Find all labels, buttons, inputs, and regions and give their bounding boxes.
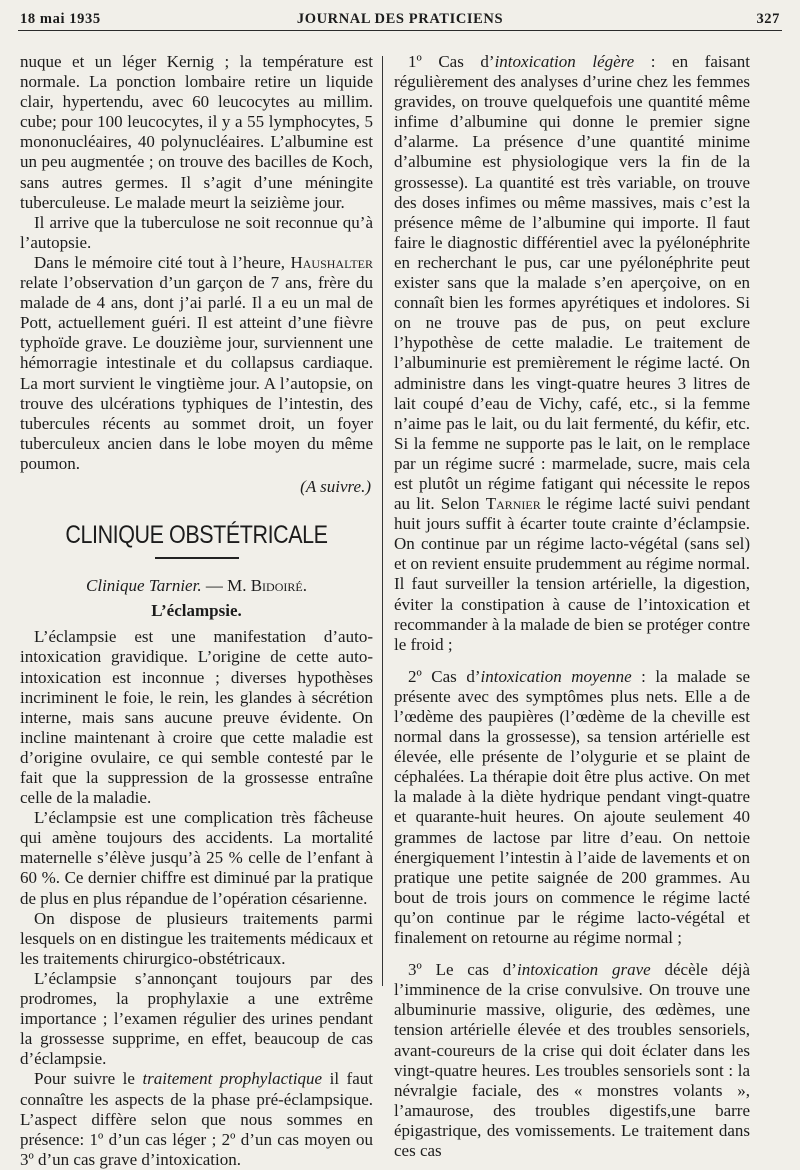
- paragraph: 3º Le cas d’intoxication grave décèle déjà l’imminence de la crise convulsive. On trouve une albuminurie massive, oligurie, des œdèmes, une tension artérielle élevée et des troubles sensoriels, avant-coureurs de la crise qui doit éclater dans les vingt-quatre heures. Les troubles sensoriels sont : la névralgie faciale, des « monstres volants », l’amaurose, des troubles digestifs,une barre épigastrique, des vomissements. Le traitement dans ces cas: [394, 960, 750, 1160]
- paragraph: 1º Cas d’intoxication légère : en faisant régulièrement des analyses d’urine chez les femmes gravides, on trouve quelquefois une quantité même infime d’albumine qui donne le premier signe d’alarme. La présence d’une quantité minime d’albumine est physiologique vers la fin de la grossesse). La quantité est très variable, on trouve des doses infimes ou même massives, mais c’est la présence même de l’albumine qui importe. Il faut faire le diagnostic différentiel avec la pyélonéphrite en recherchant le pus, car une pyélonéphrite peut exister sans que la malade s’en aperçoive, on en connaît bien les formes apyrétiques et indolores. Si on ne trouve pas de pus, on peut exclure l’hypothèse de cette maladie. Le traitement de l’albuminurie est premièrement le régime lacté. On administre dans les vingt-quatre heures 3 litres de lait coupé d’eau de Vichy, café, etc., si la femme n’aime pas le lait, ou du lait fermenté, du kéfir, etc. Si la femme ne supporte pas le lait, on le remplace par un régime sucré : marmelade, sucre, mais cela est plutôt un régime fatigant qui nécessite le repos au lit. Selon Tarnier le régime lacté suivi pendant huit jours suffit à écarter toute crainte d’éclampsie. On continue par un régime lacto-végétal (sans sel) et on revient ensuite prudemment au régime normal. Il faut surveiller la tension artérielle, la digestion, éviter la constipation à cause de l’intoxication et recommander à la malade de bien se protéger contre le froid ;: [394, 52, 750, 654]
- running-head: [18, 6, 782, 31]
- column-divider: [382, 56, 383, 986]
- paragraph: Dans le mémoire cité tout à l’heure, Haushalter relate l’observation d’un garçon de 7 ans, frère du malade de 4 ans, dont j’ai parlé. Il a eu un mal de Pott, actuellement guéri. Il est atteint d’une fièvre typhoïde grave. Le douzième jour, surviennent une hémorragie intestinale et du collapsus cardiaque. La mort survient le vingtième jour. A l’autopsie, on trouve des ulcérations typhiques de l’intestin, des tubercules récents au sommet droit, un foyer tuberculeux ancien dans le lobe moyen du même poumon.: [20, 252, 373, 473]
- paragraph: Il arrive que la tuberculose ne soit reconnue qu’à l’autopsie.: [20, 212, 373, 252]
- paragraph: On dispose de plusieurs traitements parmi lesquels on en distingue les traitements médicaux et les traitements chirurgico-obstétricaux.: [20, 908, 373, 968]
- paragraph: nuque et un léger Kernig ; la température est normale. La ponction lombaire retire un liquide clair, hypertendu, avec 60 leucocytes au millim. cube; pour 100 leucocytes, il y a 55 lymphocytes, 5 mononucléaires, 40 polynucléaires. L’albumine est un peu augmentée ; on trouve des bacilles de Koch, sans autres germes. Il s’agit d’une méningite tuberculeuse. Le malade meurt la seizième jour.: [20, 52, 373, 212]
- paragraph: L’éclampsie est une complication très fâcheuse qui amène toujours des accidents. La mortalité maternelle s’élève jusqu’à 25 % celle de l’enfant à 60 %. Ce dernier chiffre est diminué par la pratique de plus en plus répandue de l’opération césarienne.: [20, 808, 373, 908]
- paragraph: L’éclampsie est une manifestation d’auto-intoxication gravidique. L’origine de cette auto-intoxication est inconnue ; diverses hypothèses incriminent le foie, le rein, les glandes à sécrétion interne, mais sans aucune preuve évidente. On incline maintenant à croire que cette maladie est d’origine ovulaire, ce qui semble contesté par le fait que la suppression de la grossesse entraîne celle de la maladie.: [20, 627, 373, 808]
- right-column: [394, 52, 750, 1161]
- clinic-byline: Clinique Tarnier. — M. Bidoiré.: [86, 576, 307, 596]
- paragraph: Pour suivre le traitement prophylactique il faut connaître les aspects de la phase pré-éclampsique. L’aspect diffère selon que nous sommes en présence: 1º d’un cas léger ; 2º d’un cas moyen ou 3º d’un cas grave d’intoxication.: [20, 1069, 373, 1169]
- left-column: [20, 52, 373, 1170]
- title-rule: [155, 557, 239, 559]
- journal-title: JOURNAL DES PRATICIENS: [296, 11, 504, 27]
- section-title: CLINIQUE OBSTÉTRICALE: [65, 521, 328, 550]
- author-name: Bidoiré.: [250, 576, 307, 596]
- paragraph: 2º Cas d’intoxication moyenne : la malade se présente avec des symptômes plus nets. Elle a de l’œdème des paupières (l’œdème de la cheville est normal dans la grossesse), sa tension artérielle est élevée, elle présente de l’olygurie et se plaint de céphalées. La thérapie doit être plus active. On met la malade à la diète hydrique pendant vingt-quatre et quarante-huit heures. On ajoute seulement 40 grammes de lactose par litre d’eau. On nettoie énergiquement l’intestin à l’aide de lavements et on pratique une petite saignée de 200 grammes. Au bout de trois jours on commence le régime lacté qu’on continue par le régime lacto-végétal et finalement on retourne au régime normal ;: [394, 666, 750, 948]
- page-number: 327: [756, 11, 780, 27]
- to-be-continued: (A suivre.): [300, 476, 371, 496]
- paragraph: L’éclampsie s’annonçant toujours par des prodromes, la prophylaxie a une extrême importance ; l’examen régulier des urines pendant la grossesse supprime, en effet, beaucoup de cas d’éclampsie.: [20, 968, 373, 1069]
- author-name: Haushalter: [290, 252, 373, 272]
- issue-date: 18 mai 1935: [20, 11, 101, 27]
- article-title: L’éclampsie.: [151, 601, 242, 621]
- author-name: Tarnier: [485, 494, 541, 514]
